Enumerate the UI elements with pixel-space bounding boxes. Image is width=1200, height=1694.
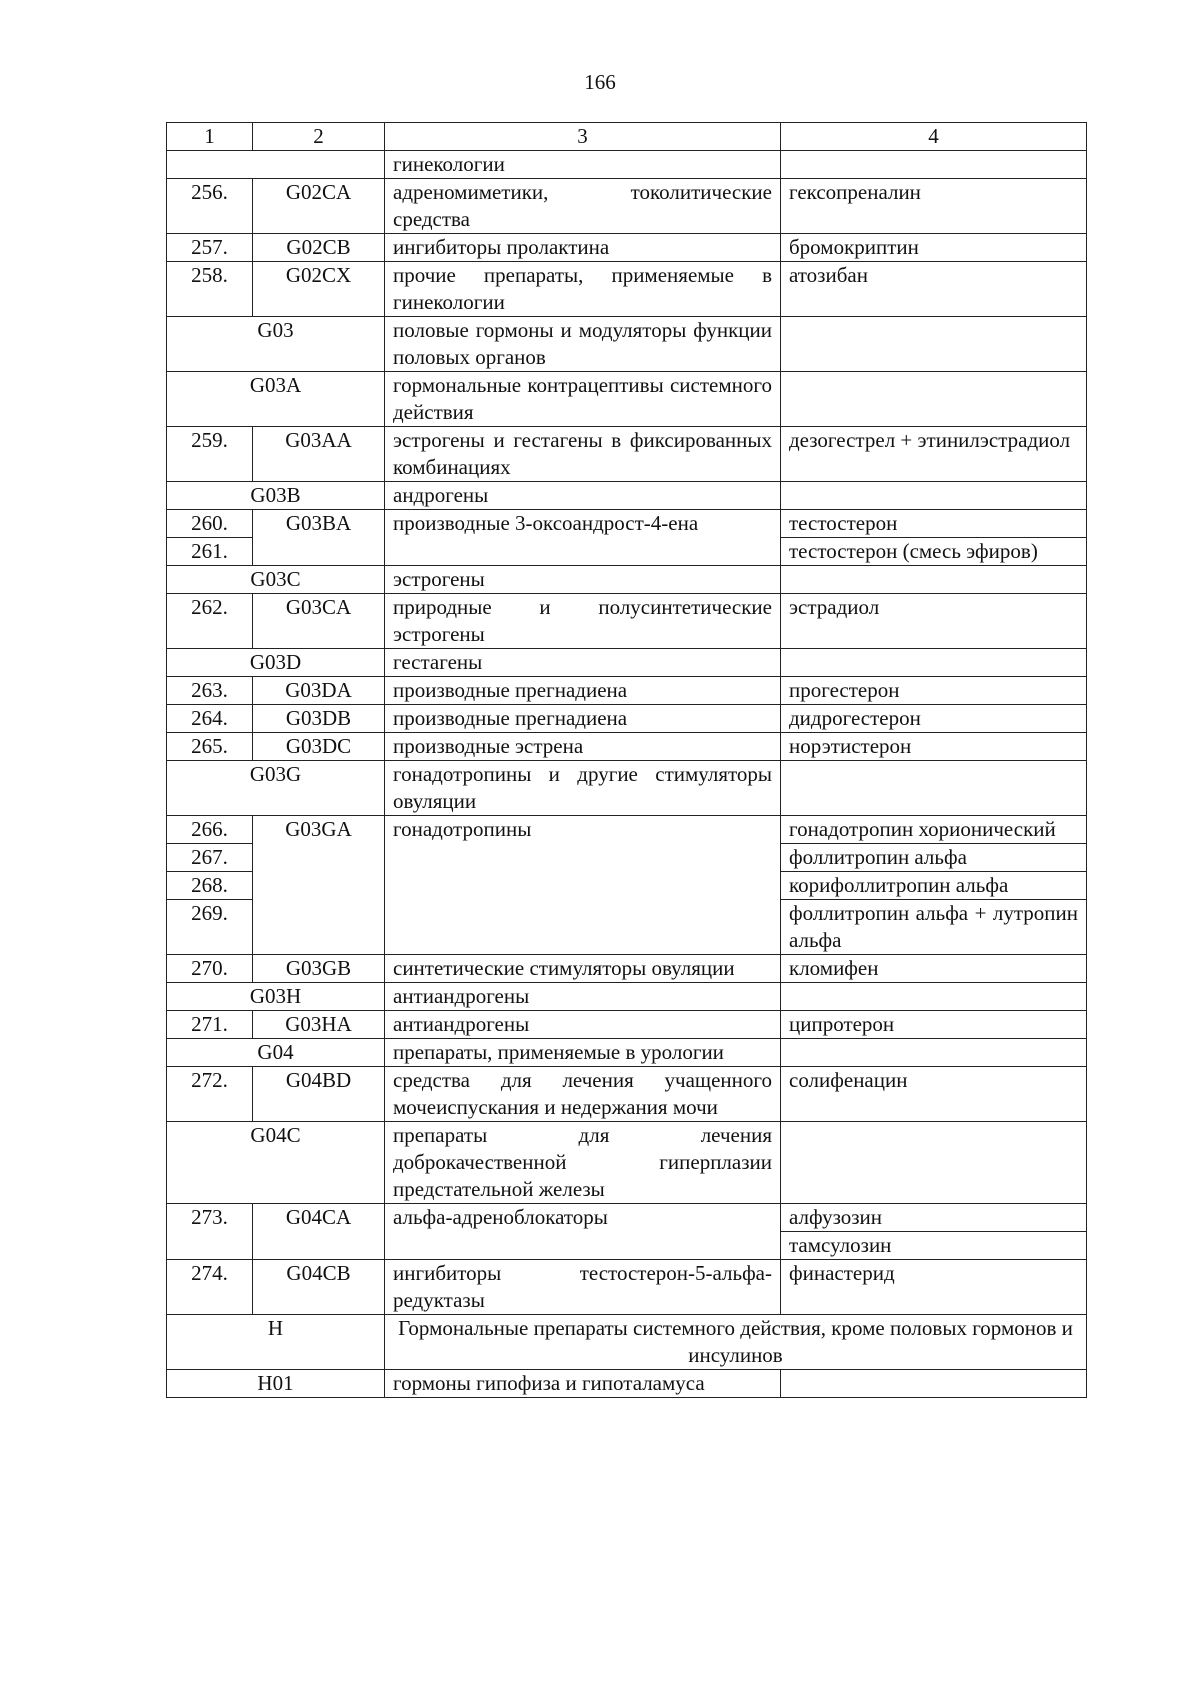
drug-name: солифенацин xyxy=(781,1067,1087,1122)
drug-name xyxy=(781,372,1087,427)
page-number: 166 xyxy=(584,70,616,94)
table-row xyxy=(167,317,1087,372)
group-description: препараты, применяемые в урологии xyxy=(385,1039,781,1067)
table-row xyxy=(167,482,1087,510)
drug-name: норэтистерон xyxy=(781,733,1087,761)
row-number: 272. xyxy=(167,1067,253,1122)
row-number: 260. xyxy=(167,510,253,538)
group-description: антиандрогены xyxy=(385,1011,781,1039)
group-description: производные прегнадиена xyxy=(385,705,781,733)
group-description: препараты для лечения доброкачественной гиперплазии предстательной железы xyxy=(385,1122,781,1204)
header-row xyxy=(167,123,1087,151)
atc-group-code: G03A xyxy=(167,372,385,427)
drug-name: тестостерон (смесь эфиров) xyxy=(781,538,1087,566)
drug-name: фоллитропин альфа xyxy=(781,844,1087,872)
table-row xyxy=(167,372,1087,427)
drug-name: прогестерон xyxy=(781,677,1087,705)
group-description: гестагены xyxy=(385,649,781,677)
section-title: Гормональные препараты системного действия, кроме половых гормонов и инсулинов xyxy=(385,1315,1087,1370)
row-number: 269. xyxy=(167,900,253,955)
atc-code: G03DA xyxy=(253,677,385,705)
drug-name: атозибан xyxy=(781,262,1087,317)
atc-code: G03CA xyxy=(253,594,385,649)
drug-name: кломифен xyxy=(781,955,1087,983)
drug-name xyxy=(781,1370,1087,1398)
group-description: природные и полусинтетические эстрогены xyxy=(385,594,781,649)
drug-name: дезогестрел + этинилэстрадиол xyxy=(781,427,1087,482)
header-cell-4: 4 xyxy=(781,123,1087,151)
atc-code: G03DC xyxy=(253,733,385,761)
atc-code: G03HA xyxy=(253,1011,385,1039)
drug-name xyxy=(781,566,1087,594)
row-number: 273. xyxy=(167,1204,253,1260)
atc-group-code: G04 xyxy=(167,1039,385,1067)
atc-code: G02CX xyxy=(253,262,385,317)
drug-name xyxy=(781,761,1087,816)
table-row xyxy=(167,761,1087,816)
table-row xyxy=(167,677,1087,705)
drug-name xyxy=(781,317,1087,372)
medication-table xyxy=(166,122,1087,1398)
drug-name xyxy=(781,482,1087,510)
atc-code: G02CA xyxy=(253,179,385,234)
table-row xyxy=(167,1122,1087,1204)
atc-group-code: G04C xyxy=(167,1122,385,1204)
atc-group-code: G03 xyxy=(167,317,385,372)
drug-name: тестостерон xyxy=(781,510,1087,538)
drug-name: гонадотропин хорионический xyxy=(781,816,1087,844)
group-description: синтетические стимуляторы овуляции xyxy=(385,955,781,983)
atc-code: G04CA xyxy=(253,1204,385,1260)
table-body xyxy=(167,123,1087,1398)
table-row xyxy=(167,1260,1087,1315)
row-number: 256. xyxy=(167,179,253,234)
group-description: гинекологии xyxy=(385,151,781,179)
atc-code: G04CB xyxy=(253,1260,385,1315)
group-description: альфа-адреноблокаторы xyxy=(385,1204,781,1260)
atc-group-code: G03B xyxy=(167,482,385,510)
drug-name xyxy=(781,151,1087,179)
row-number: 263. xyxy=(167,677,253,705)
group-description: адреномиметики, токолитические средства xyxy=(385,179,781,234)
group-description: гормоны гипофиза и гипоталамуса xyxy=(385,1370,781,1398)
atc-group-code: H xyxy=(167,1315,385,1370)
table-row xyxy=(167,1039,1087,1067)
group-description: прочие препараты, применяемые в гинекологии xyxy=(385,262,781,317)
table-row xyxy=(167,649,1087,677)
table-row xyxy=(167,262,1087,317)
group-description: ингибиторы пролактина xyxy=(385,234,781,262)
group-description: гонадотропины и другие стимуляторы овуляции xyxy=(385,761,781,816)
atc-group-code: H01 xyxy=(167,1370,385,1398)
atc-code: G04BD xyxy=(253,1067,385,1122)
empty-cell xyxy=(167,151,385,179)
drug-name xyxy=(781,983,1087,1011)
group-description: гормональные контрацептивы системного действия xyxy=(385,372,781,427)
drug-name: финастерид xyxy=(781,1260,1087,1315)
group-description: эстрогены xyxy=(385,566,781,594)
table-row xyxy=(167,733,1087,761)
group-description: ингибиторы тестостерон-5-альфа-редуктазы xyxy=(385,1260,781,1315)
table-row xyxy=(167,816,1087,844)
drug-name: корифоллитропин альфа xyxy=(781,872,1087,900)
drug-name: эстрадиол xyxy=(781,594,1087,649)
atc-code: G03GA xyxy=(253,816,385,955)
group-description: производные 3-оксоандрост-4-ена xyxy=(385,510,781,566)
atc-group-code: G03D xyxy=(167,649,385,677)
atc-code: G03BA xyxy=(253,510,385,566)
table-row xyxy=(167,1067,1087,1122)
table-row xyxy=(167,955,1087,983)
table-row xyxy=(167,427,1087,482)
table-row xyxy=(167,234,1087,262)
atc-code: G03DB xyxy=(253,705,385,733)
drug-name xyxy=(781,649,1087,677)
row-number: 259. xyxy=(167,427,253,482)
atc-code: G03GB xyxy=(253,955,385,983)
row-number: 267. xyxy=(167,844,253,872)
header-cell-2: 2 xyxy=(253,123,385,151)
drug-name: гексопреналин xyxy=(781,179,1087,234)
row-number: 268. xyxy=(167,872,253,900)
group-description: производные прегнадиена xyxy=(385,677,781,705)
drug-name: фоллитропин альфа + лутропин альфа xyxy=(781,900,1087,955)
atc-code: G03AA xyxy=(253,427,385,482)
table-row xyxy=(167,983,1087,1011)
row-number: 271. xyxy=(167,1011,253,1039)
table-row xyxy=(167,179,1087,234)
table-row xyxy=(167,566,1087,594)
drug-name xyxy=(781,1039,1087,1067)
drug-name: тамсулозин xyxy=(781,1232,1087,1260)
row-number: 264. xyxy=(167,705,253,733)
group-description: андрогены xyxy=(385,482,781,510)
group-description: эстрогены и гестагены в фиксированных комбинациях xyxy=(385,427,781,482)
row-number: 257. xyxy=(167,234,253,262)
atc-group-code: G03C xyxy=(167,566,385,594)
row-number: 261. xyxy=(167,538,253,566)
row-number: 266. xyxy=(167,816,253,844)
table-row xyxy=(167,510,1087,538)
atc-code: G02CB xyxy=(253,234,385,262)
drug-name xyxy=(781,1122,1087,1204)
row-number: 265. xyxy=(167,733,253,761)
drug-name: ципротерон xyxy=(781,1011,1087,1039)
drug-name: алфузозин xyxy=(781,1204,1087,1232)
table-row xyxy=(167,705,1087,733)
row-number: 270. xyxy=(167,955,253,983)
table-row xyxy=(167,1204,1087,1232)
row-number: 258. xyxy=(167,262,253,317)
table-row xyxy=(167,1011,1087,1039)
table-row xyxy=(167,1315,1087,1370)
header-cell-3: 3 xyxy=(385,123,781,151)
drug-name: дидрогестерон xyxy=(781,705,1087,733)
header-cell-1: 1 xyxy=(167,123,253,151)
group-description: гонадотропины xyxy=(385,816,781,955)
table-row xyxy=(167,1370,1087,1398)
atc-group-code: G03G xyxy=(167,761,385,816)
atc-group-code: G03H xyxy=(167,983,385,1011)
table-row xyxy=(167,594,1087,649)
group-description: антиандрогены xyxy=(385,983,781,1011)
group-description: средства для лечения учащенного мочеиспускания и недержания мочи xyxy=(385,1067,781,1122)
row-number: 262. xyxy=(167,594,253,649)
table-row xyxy=(167,151,1087,179)
group-description: половые гормоны и модуляторы функции половых органов xyxy=(385,317,781,372)
group-description: производные эстрена xyxy=(385,733,781,761)
drug-name: бромокриптин xyxy=(781,234,1087,262)
row-number: 274. xyxy=(167,1260,253,1315)
